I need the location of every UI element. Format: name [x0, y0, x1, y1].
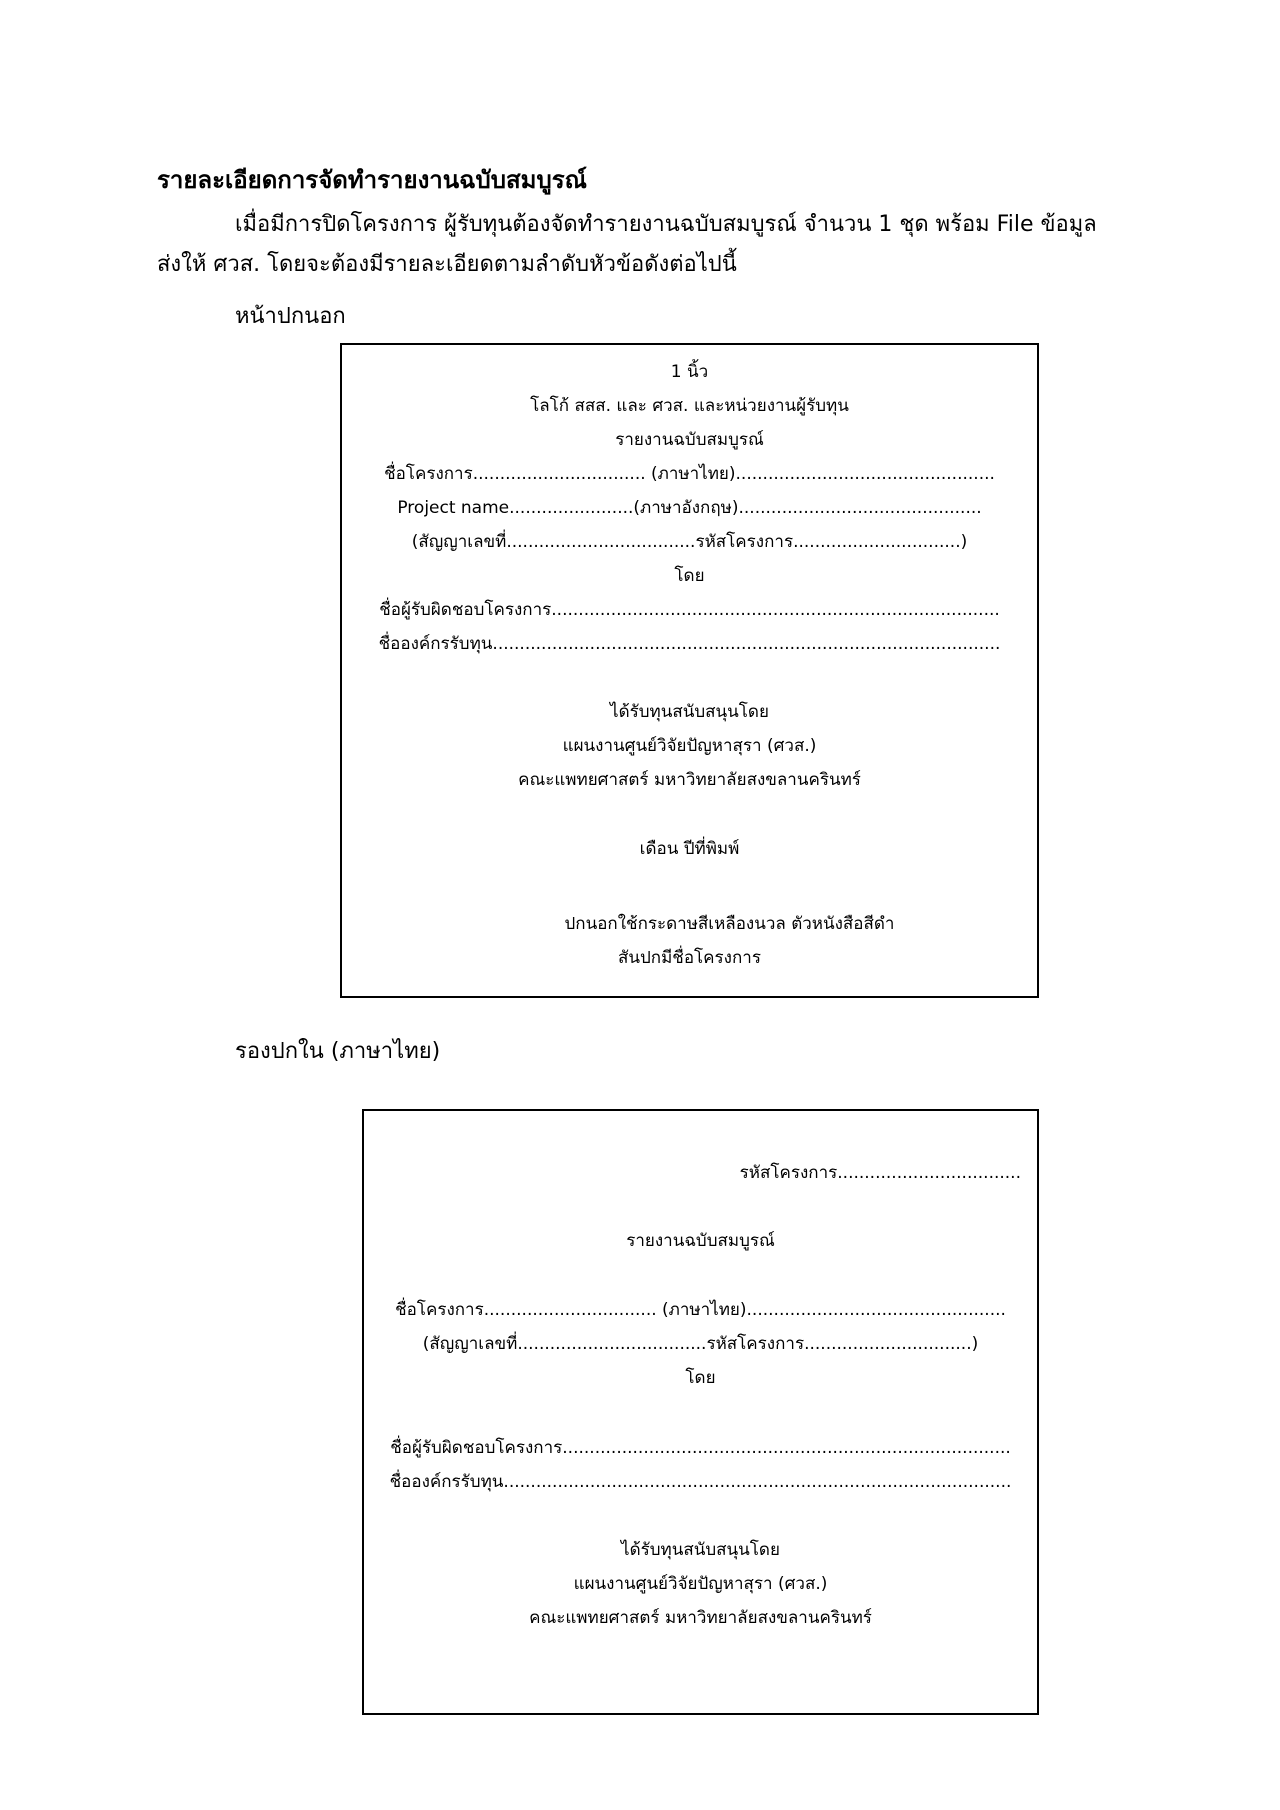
- outer-month-year: เดือน ปีที่พิมพ์: [639, 839, 740, 859]
- outer-funded-by: ได้รับทุนสนับสนุนโดย: [610, 702, 769, 722]
- outer-inch-note: 1 นิ้ว: [670, 362, 709, 382]
- inner-faculty-name: คณะแพทยศาสตร์ มหาวิทยาลัยสงขลานครินทร์: [529, 1608, 872, 1628]
- outer-organization-line: ชื่อองค์กรรับทุน..............................................................................................: [378, 634, 1001, 654]
- outer-faculty-name: คณะแพทยศาสตร์ มหาวิทยาลัยสงขลานครินทร์: [518, 770, 861, 790]
- outer-center-name: แผนงานศูนย์วิจัยปัญหาสุรา (ศวส.): [562, 736, 817, 756]
- outer-project-name-en: Project name.......................(ภาษาอังกฤษ).............................................: [397, 498, 982, 518]
- outer-cover-box: [340, 343, 1039, 998]
- inner-cover-label: รองปกใน (ภาษาไทย): [235, 1039, 441, 1064]
- outer-contract-line: (สัญญาเลขที่...................................รหัสโครงการ...............................): [411, 532, 968, 552]
- outer-cover-label: หน้าปกนอก: [235, 304, 346, 329]
- inner-funded-by: ได้รับทุนสนับสนุนโดย: [621, 1540, 780, 1560]
- inner-contract-line: (สัญญาเลขที่...................................รหัสโครงการ...............................): [422, 1334, 979, 1354]
- outer-spine-note: สันปกมีชื่อโครงการ: [618, 948, 761, 968]
- inner-by: โดย: [685, 1368, 716, 1388]
- outer-report-title: รายงานฉบับสมบูรณ์: [615, 430, 764, 450]
- intro-paragraph: เมื่อมีการปิดโครงการ ผู้รับทุนต้องจัดทำรายงานฉบับสมบูรณ์ จำนวน 1 ชุด พร้อม File ข้อมูล ส่งให้ ศวส. โดยจะต้องมีรายละเอียดตามลำดับหัวข้อดังต่อไปนี้: [157, 212, 1097, 277]
- inner-center-name: แผนงานศูนย์วิจัยปัญหาสุรา (ศวส.): [573, 1574, 828, 1594]
- outer-project-name-th: ชื่อโครงการ................................ (ภาษาไทย)................................................: [384, 464, 995, 484]
- outer-paper-note: ปกนอกใช้กระดาษสีเหลืองนวล ตัวหนังสือสีดำ: [564, 914, 895, 934]
- outer-logos-line: โลโก้ สสส. และ ศวส. และหน่วยงานผู้รับทุน: [530, 396, 849, 416]
- inner-report-title: รายงานฉบับสมบูรณ์: [626, 1231, 775, 1251]
- inner-project-code: รหัสโครงการ..................................: [739, 1163, 1021, 1183]
- section-heading: รายละเอียดการจัดทำรายงานฉบับสมบูรณ์: [157, 166, 587, 194]
- inner-organization-line: ชื่อองค์กรรับทุน..............................................................................................: [389, 1472, 1012, 1492]
- inner-cover-box: [362, 1109, 1039, 1715]
- outer-by: โดย: [674, 566, 705, 586]
- inner-responsible-line: ชื่อผู้รับผิดชอบโครงการ...................................................................................: [390, 1438, 1011, 1458]
- outer-responsible-line: ชื่อผู้รับผิดชอบโครงการ...................................................................................: [379, 600, 1000, 620]
- inner-project-name-th: ชื่อโครงการ................................ (ภาษาไทย)................................................: [395, 1300, 1006, 1320]
